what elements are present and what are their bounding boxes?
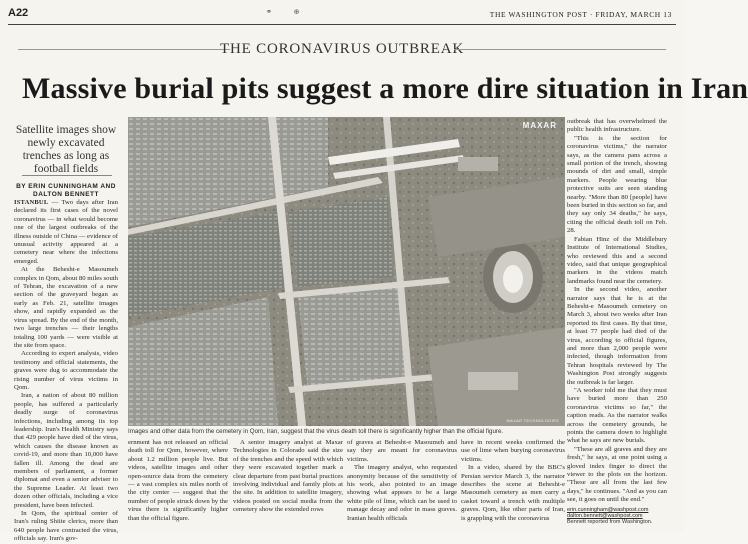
paper-info: THE WASHINGTON POST · FRIDAY, MARCH 13 bbox=[489, 10, 672, 19]
story-paragraph: Iran, a nation of about 80 million people, has suffered a particularly deadly surge of coronavirus infections, including among its top leadership. Iran's Health Ministry says that 429 people have died of the virus, which causes the disease known as covid-19, and more than 10,000 have fallen ill. Among the dead are members of parliament, a former diplomat and even a senior adviser to the Supreme Leader. At least two dozen other officials, including a vice president, have been infected. bbox=[14, 392, 118, 509]
author-emails[interactable]: erin.cunningham@washpost.com dalton.bennett@washpost.com bbox=[567, 506, 649, 520]
story-paragraph: "This is the section for coronavirus victims," the narrator says, as the camera pans across a small portion of the trench, showing mounds of dirt and small, simple markers. People wearing blue protective suits are seen standing nearby. "More than 80 [people] have been buried in this section so far, and they say only 34 deaths," he says, citing the official death toll on Feb. 28. bbox=[567, 134, 667, 235]
section-kicker: THE CORONAVIRUS OUTBREAK bbox=[220, 41, 464, 57]
story-paragraph: At the Behesht-e Masoumeh complex in Qom, about 80 miles south of Tehran, the excavation of a new section of the graveyard began as early as Feb. 21, satellite images show, and rapidly expanded as the virus spread. By the end of the month, two large trenches — their lengths totaling 100 yards — were visible at the site from space. bbox=[14, 266, 118, 349]
story-paragraph: ernment has not released an official death toll for Qom, however, where about 1.2 million people live. But videos, satellite images and other open-source data from the cemetery — a vast complex six miles north of the city center — suggest that the number of people struck down by the virus there is significantly higher than the official figure. bbox=[128, 439, 228, 522]
story-paragraph: "These are all graves and they are fresh," he says, at one point using a gloved index finger to direct the viewer to the plots on the horizon. "These are all from the last few days," he continues. "And as you can see, it goes on until the end." bbox=[567, 445, 667, 504]
story-paragraph: According to expert analysis, video testimony and official statements, the graves were dug to accommodate the rising number of virus victims in Qom. bbox=[14, 350, 118, 391]
story-column-left bbox=[14, 199, 119, 543]
story-paragraph: outbreak that has overwhelmed the public health infrastructure. bbox=[567, 118, 667, 134]
satellite-image-art bbox=[128, 117, 565, 426]
story-column-bottom-2 bbox=[233, 439, 343, 532]
deck-rule bbox=[22, 175, 112, 176]
page-number: A22 bbox=[8, 7, 29, 19]
story-paragraph: Fabian Hinz of the Middlebury Institute of International Studies, who reviewed this and a second video, said that unique geographical markers in the videos match landmarks found near the cemetery. bbox=[567, 235, 667, 285]
byline-prefix: BY bbox=[16, 183, 26, 190]
byline-authors: ERIN CUNNINGHAM AND DALTON BENNETT bbox=[28, 183, 116, 198]
story-paragraph: of graves at Behesht-e Masoumeh and say they are meant for coronavirus victims. bbox=[347, 439, 457, 463]
photo-credit: MAXAR TECHNOLOGIES bbox=[506, 418, 559, 423]
photo-agency-mark: MAXAR bbox=[522, 121, 557, 130]
story-paragraph: In Qom, the spiritual center of Iran's ruling Shiite clerics, more than 640 people have contracted the virus, officials say. Iran's gov- bbox=[14, 510, 118, 543]
story-paragraph: The imagery analyst, who requested anonymity because of the sensitivity of his work, also pointed to an image showing what appears to be a large white pile of lime, which can be used to manage decay and odor in mass graves. Iranian health officials bbox=[347, 464, 457, 522]
story-paragraph: ISTANBUL — Two days after Iran declared its first cases of the novel coronavirus — in what would become one of the largest outbreaks of the illness outside of China — evidence of unusual activity appeared at a cemetery near where the infections emerged. bbox=[14, 199, 119, 265]
story-paragraph: In the second video, another narrator says that he is at the Behesht-e Masoumeh cemetery on March 3, about two weeks after Iran reported its first cases. By that time, at least 77 people had died of the virus, according to official figures, and more than 2,000 people were infected, though information from Tehran hospitals reviewed by The Washington Post strongly suggests the outbreak is far larger. bbox=[567, 286, 667, 386]
registration-marks: ⚭ ⊕ bbox=[266, 8, 310, 16]
kicker-rule-right bbox=[454, 49, 666, 50]
satellite-photo bbox=[128, 117, 565, 426]
story-paragraph: In a video, shared by the BBC's Persian service March 3, the narrator describes the scene at Behesht-e Masoumeh cemetery as men carry a casket toward a trench with multiple graves. Qom, like other parts of Iran, is grappling with the coronavirus bbox=[461, 464, 565, 522]
story-paragraph: have in recent weeks confirmed the use of lime when burying coronavirus victims. bbox=[461, 439, 565, 463]
deck: Satellite images show newly excavated trenches as long as football fields bbox=[15, 124, 117, 175]
folio bbox=[8, 4, 676, 24]
folio-rule bbox=[8, 24, 676, 25]
story-column-bottom-3 bbox=[347, 439, 457, 532]
story-paragraph: "A worker told me that they must have buried more than 250 coronavirus victims so far," the caption reads. As the narrator walks across the cemetery grounds, he points the camera down to highlight what he says are new burials. bbox=[567, 387, 667, 445]
story-endnote: Bennett reported from Washington. bbox=[567, 519, 653, 525]
story-column-right bbox=[567, 118, 667, 520]
dateline: ISTANBUL bbox=[14, 199, 49, 206]
story-paragraph: A senior imagery analyst at Maxar Technologies in Colorado said the size of the trenches and the speed with which they were excavated together mark a clear departure from past burial practices involving individual and family plots at the site. In addition to satellite imagery, videos posted on social media from the cemetery show the extended rows bbox=[233, 439, 343, 514]
headline: Massive burial pits suggest a more dire situation in Iran bbox=[22, 72, 748, 105]
story-column-bottom-4 bbox=[461, 439, 565, 532]
story-column-bottom-1 bbox=[128, 439, 228, 532]
photo-caption: Images and other data from the cemetery in Qom, Iran, suggest that the virus death toll there is significantly higher than the official figure. bbox=[128, 428, 504, 435]
byline bbox=[14, 183, 118, 199]
